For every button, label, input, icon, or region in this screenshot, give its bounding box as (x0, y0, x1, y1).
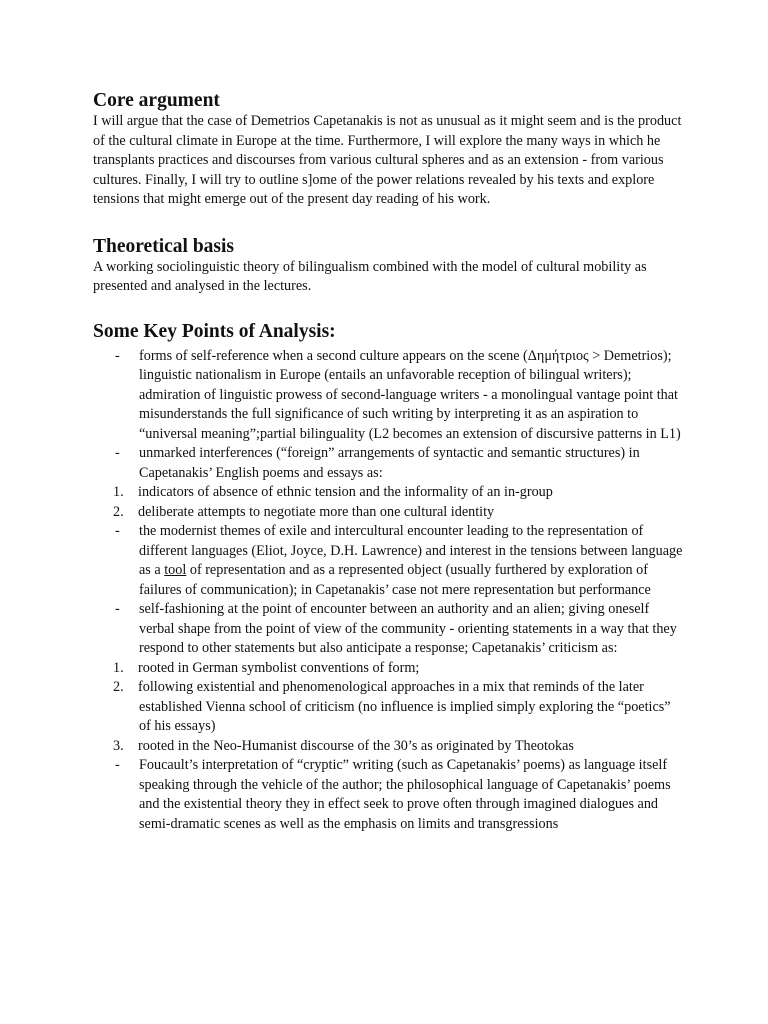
list-item-text: indicators of absence of ethnic tension and the informality of an in-group (138, 484, 553, 500)
heading-theoretical-basis: Theoretical basis (93, 235, 235, 257)
heading-core-argument: Core argument (93, 90, 220, 111)
list-marker: 2. (113, 503, 124, 520)
list-item-text: Foucault’s interpretation of “cryptic” writing (such as Capetanakis’ poems) as language itself speaking through the vehicle of the author; the philosophical language of Capetanakis’ poems and the existential theory they in effect seek to prove often through imagined dialogues and semi-dramatic scenes as well as the emphasis on limits and transgressions (139, 757, 671, 832)
list-item-text: forms of self-reference when a second culture appears on the scene (Δημήτριος > Demetrios); linguistic nationalism in Europe (entails an unfavorable reception of bilingual writers); admiration of linguistic prowess of second-language writers - a monolingual vantage point that misunderstands the full significance of such writing by interpreting it as an aspiration to “universal meaning”;partial bilinguality (L2 becomes an extension of discursive patterns in L1) (139, 347, 681, 442)
list-item-text (139, 523, 682, 598)
list-item (93, 347, 683, 445)
list-item-text-after: of representation and as a represented object (usually furthered by exploration of failures of communication); in Capetanakis’ case not mere representation but performance (139, 562, 651, 598)
list-marker: - (115, 347, 120, 364)
list-item (93, 483, 683, 503)
list-marker: 2. (113, 679, 124, 695)
list-item (93, 600, 683, 659)
list-marker: - (115, 601, 120, 617)
list-item (93, 678, 683, 737)
list-item (93, 522, 683, 600)
list-item (93, 737, 683, 757)
list-item-text: following existential and phenomenological approaches in a mix that reminds of the later established Vienna school of criticism (no influence is implied simply exploring the “poetics” of his essays) (138, 679, 671, 734)
list-marker: 3. (113, 737, 124, 754)
list-item-text-before: the modernist themes of exile and intercultural encounter leading to the representation of different languages (Eliot, Joyce, D.H. Lawrence) and interest in the tensions between language as a (139, 523, 683, 578)
theoretical-basis-paragraph: A working sociolinguistic theory of bilingualism combined with the model of cultural mobility as presented and analysed in the lectures. (93, 258, 647, 294)
list-item (93, 503, 683, 523)
list-marker: - (115, 523, 120, 539)
list-item-text: unmarked interferences (“foreign” arrangements of syntactic and semantic structures) in Capetanakis’ English poems and essays as: (139, 445, 640, 481)
underlined-word-tool: tool (164, 562, 187, 578)
list-item-text: rooted in German symbolist conventions of form; (138, 659, 420, 676)
key-points-list (93, 347, 683, 835)
list-item (93, 444, 683, 483)
list-marker: - (115, 757, 120, 773)
list-item-text: deliberate attempts to negotiate more than one cultural identity (138, 503, 495, 520)
list-item-text: rooted in the Neo-Humanist discourse of the 30’s as originated by Theotokas (138, 737, 574, 754)
heading-key-points: Some Key Points of Analysis: (93, 320, 336, 342)
core-argument-paragraph: I will argue that the case of Demetrios Capetanakis is not as unusual as it might seem and is the product of the cultural climate in Europe at the time. Furthermore, I will explore the many ways in which he transplants practices and discourses from various cultural spheres and as an extension - from various cultures. Finally, I will try to outline s]ome of the power relations revealed by his texts and explore tensions that might emerge out of the present day reading of his work. (93, 113, 682, 207)
document-body (93, 90, 683, 834)
list-item-text: self-fashioning at the point of encounter between an authority and an alien; giving oneself verbal shape from the point of view of the community - orienting statements in a way that they respond to other statements but also anticipate a response; Capetanakis’ criticism as: (139, 601, 677, 656)
list-marker: - (115, 445, 120, 461)
list-item (93, 659, 683, 679)
list-marker: 1. (113, 484, 124, 500)
list-marker: 1. (113, 659, 124, 676)
list-item (93, 756, 683, 834)
